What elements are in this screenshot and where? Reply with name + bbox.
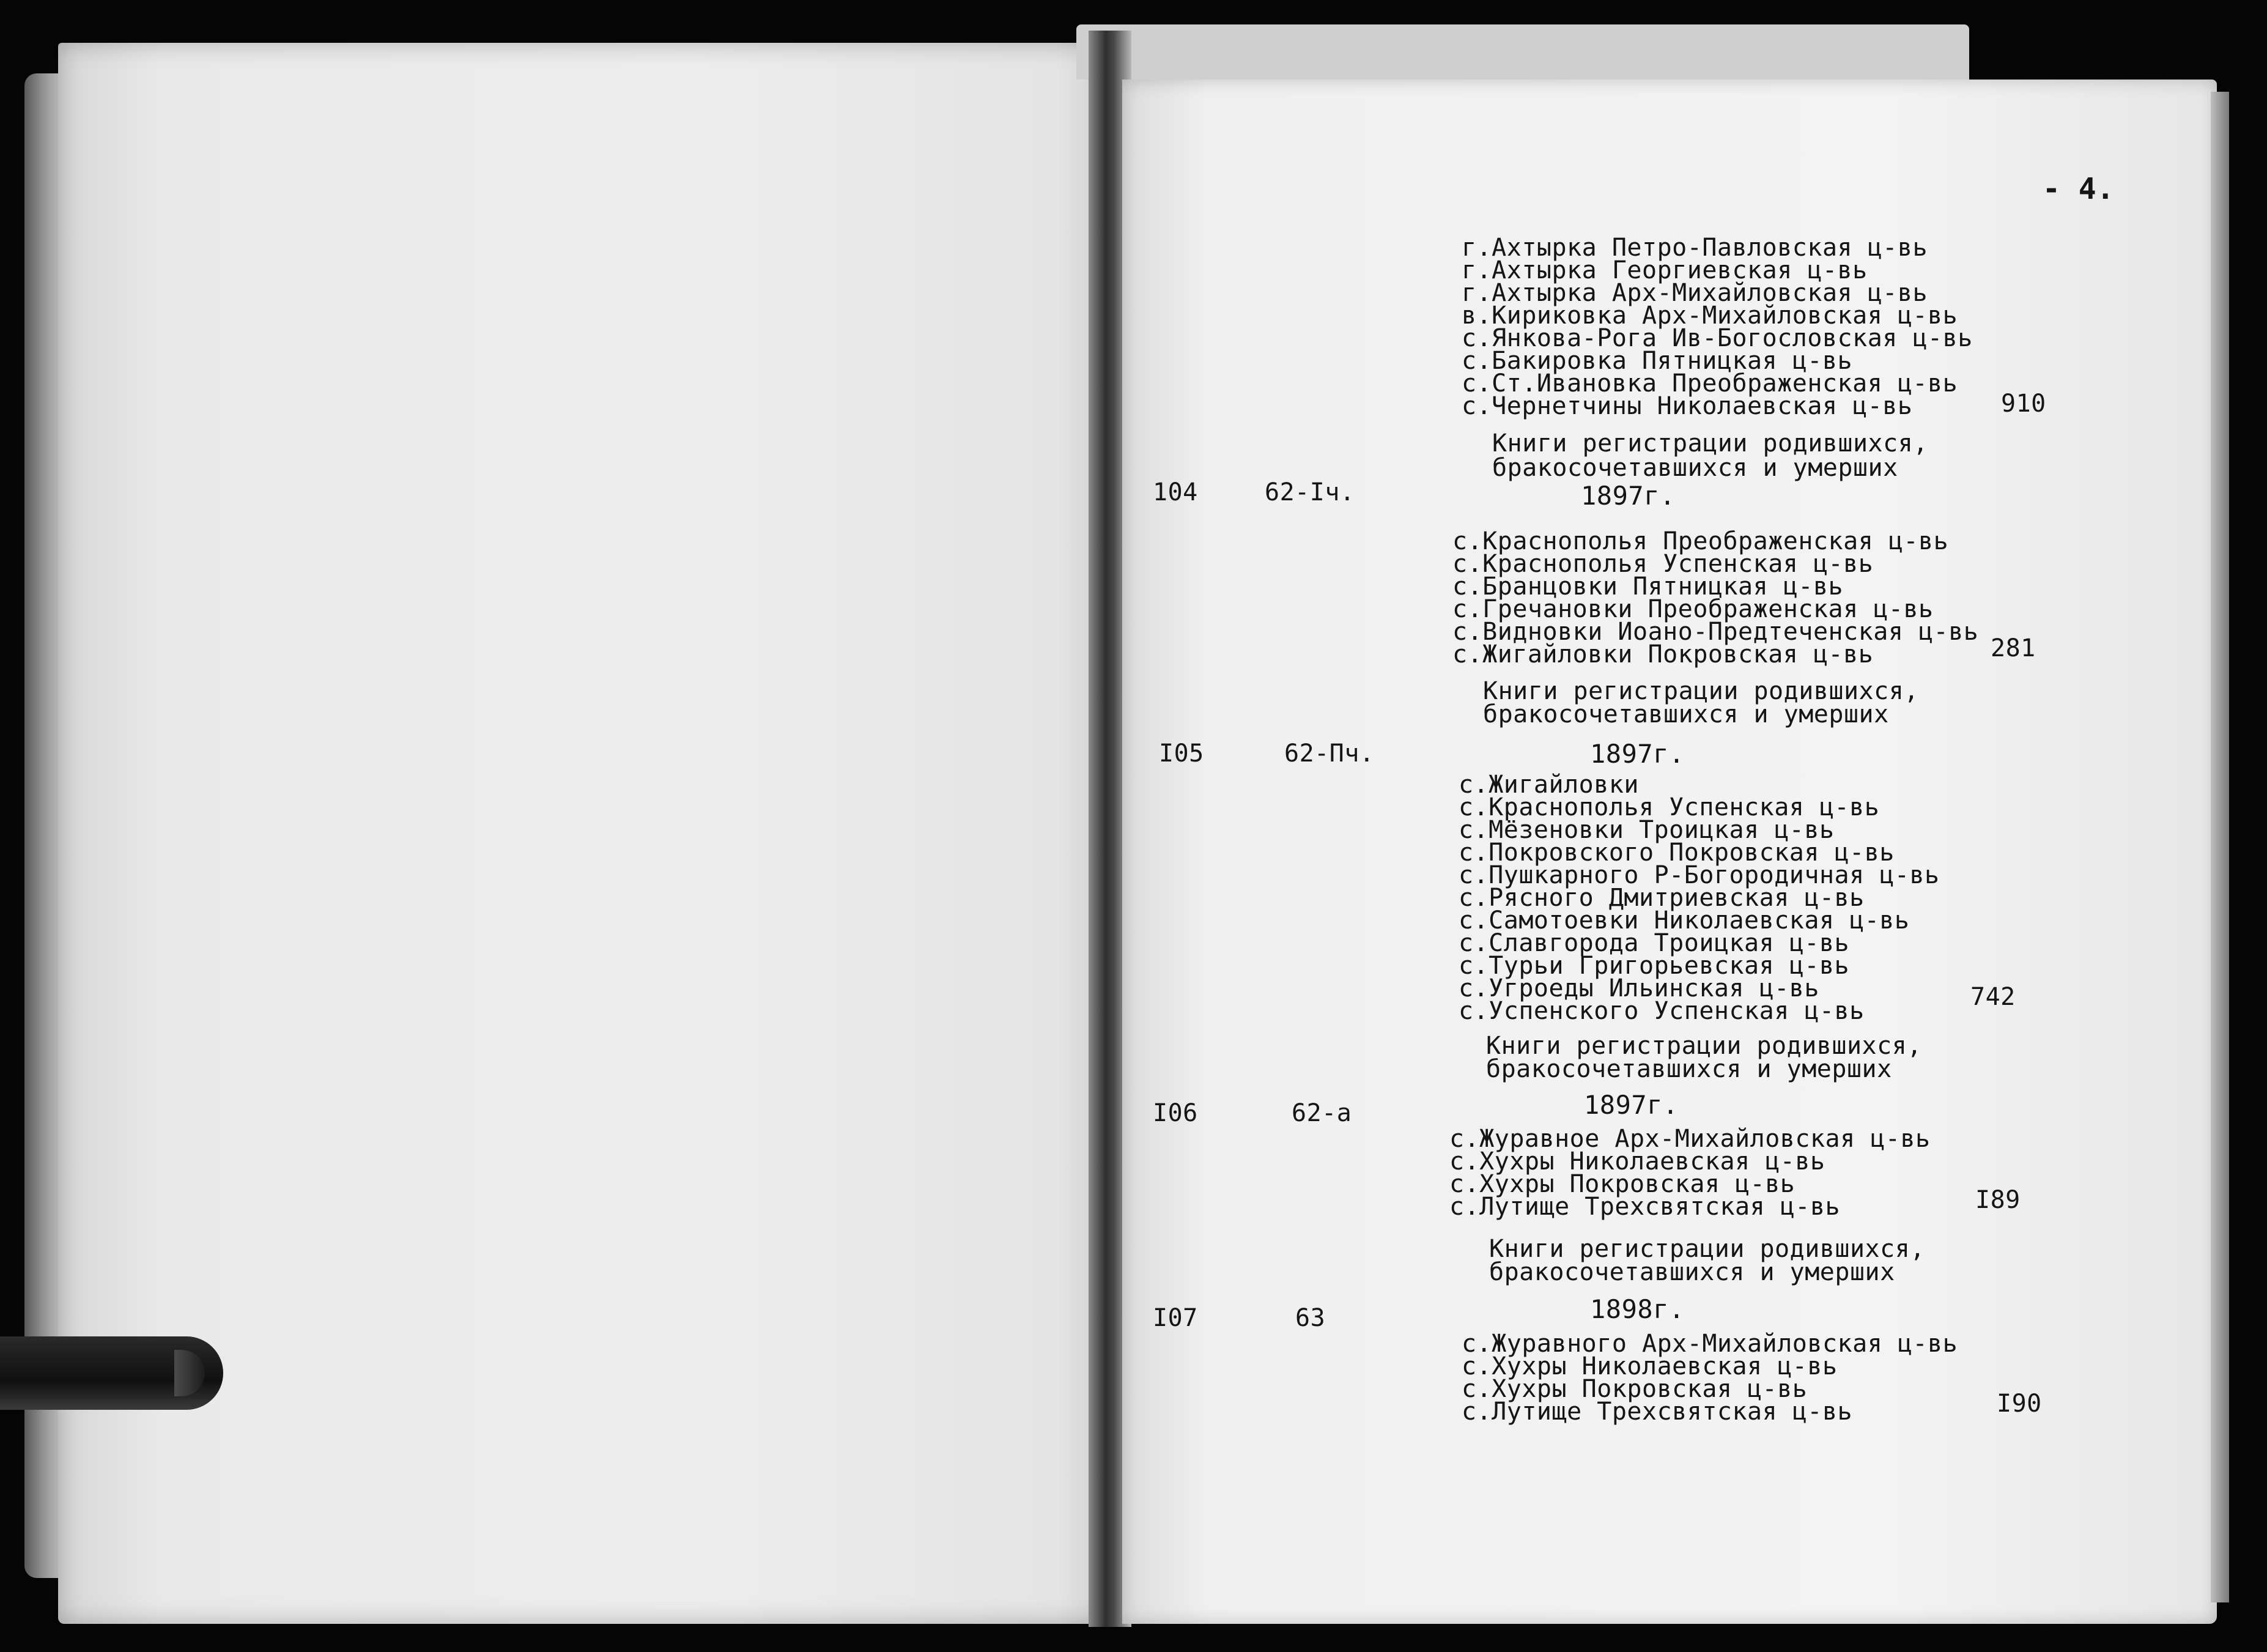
list-item: с.Жигайловки Покровская ц-вь bbox=[1452, 640, 1874, 669]
section-heading: бракосочетавшихся и умерших bbox=[1486, 1055, 1892, 1083]
fund-code: 63 bbox=[1295, 1304, 1326, 1332]
top-paper-strip bbox=[1076, 24, 1969, 80]
list-item: с.Краснополья Успенская ц-вь bbox=[1459, 793, 1880, 821]
section-heading: бракосочетавшихся и умерших bbox=[1492, 454, 1898, 482]
section-heading: Книги регистрации родившихся, bbox=[1486, 1032, 1922, 1060]
section-heading: Книги регистрации родившихся, bbox=[1489, 1235, 1925, 1263]
section-heading: бракосочетавшихся и умерших bbox=[1483, 700, 1889, 728]
list-item: с.Мёзеновки Троицкая ц-вь bbox=[1459, 816, 1835, 844]
right-page-stack bbox=[2211, 92, 2229, 1602]
section-heading: Книги регистрации родившихся, bbox=[1483, 677, 1919, 705]
list-item: с.Журавное Арх-Михайловская ц-вь bbox=[1449, 1125, 1931, 1153]
record-year: 1897г. bbox=[1581, 481, 1676, 511]
list-item: с.Славгорода Троицкая ц-вь bbox=[1459, 929, 1850, 957]
record-number: I05 bbox=[1159, 739, 1204, 768]
holding-finger bbox=[0, 1336, 223, 1410]
record-number: I07 bbox=[1153, 1304, 1198, 1332]
list-item: с.Видновки Иоано-Предтеченская ц-вь bbox=[1452, 618, 1979, 646]
record-year: 1897г. bbox=[1590, 739, 1685, 769]
list-item: с.Чернетчины Николаевская ц-вь bbox=[1462, 392, 1913, 420]
list-item: г.Ахтырка Петро-Павловская ц-вь bbox=[1462, 234, 1928, 262]
list-item: с.Успенского Успенская ц-вь bbox=[1459, 997, 1865, 1025]
sheet-count: 910 bbox=[2001, 390, 2046, 418]
list-item: с.Рясного Дмитриевская ц-вь bbox=[1459, 884, 1865, 912]
list-item: с.Хухры Николаевская ц-вь bbox=[1462, 1352, 1838, 1380]
section-heading: Книги регистрации родившихся, bbox=[1492, 429, 1928, 457]
list-item: с.Пушкарного Р-Богородичная ц-вь bbox=[1459, 861, 1940, 889]
list-item: в.Кириковка Арх-Михайловская ц-вь bbox=[1462, 302, 1958, 330]
list-item: с.Покровского Покровская ц-вь bbox=[1459, 839, 1895, 867]
sheet-count: I90 bbox=[1997, 1390, 2042, 1418]
list-item: с.Гречановки Преображенская ц-вь bbox=[1452, 595, 1934, 623]
list-item: с.Жигайловки bbox=[1459, 771, 1639, 799]
sheet-count: 742 bbox=[1970, 983, 2016, 1011]
list-item: с.Самотоевки Николаевская ц-вь bbox=[1459, 906, 1910, 935]
list-item: с.Журавного Арх-Михайловская ц-вь bbox=[1462, 1330, 1958, 1358]
record-number: 104 bbox=[1153, 478, 1198, 506]
fund-code: 62-Пч. bbox=[1284, 739, 1375, 768]
fund-code: 62-Iч. bbox=[1265, 478, 1355, 506]
list-item: с.Хухры Покровская ц-вь bbox=[1449, 1170, 1795, 1198]
list-item: с.Краснополья Успенская ц-вь bbox=[1452, 550, 1874, 578]
list-item: с.Ст.Ивановка Преображенская ц-вь bbox=[1462, 369, 1958, 398]
list-item: с.Хухры Покровская ц-вь bbox=[1462, 1375, 1808, 1403]
list-item: с.Краснополья Преображенская ц-вь bbox=[1452, 527, 1949, 555]
list-item: г.Ахтырка Георгиевская ц-вь bbox=[1462, 256, 1868, 284]
list-item: с.Хухры Николаевская ц-вь bbox=[1449, 1147, 1825, 1176]
page-number: - 4. bbox=[2043, 172, 2115, 206]
record-year: 1898г. bbox=[1590, 1294, 1685, 1324]
list-item: с.Бранцовки Пятницкая ц-вь bbox=[1452, 572, 1844, 601]
section-heading: бракосочетавшихся и умерших bbox=[1489, 1258, 1895, 1286]
list-item: с.Лутище Трехсвятская ц-вь bbox=[1449, 1193, 1841, 1221]
record-number: I06 bbox=[1153, 1099, 1198, 1127]
list-item: с.Угроеды Ильинская ц-вь bbox=[1459, 974, 1819, 1002]
fund-code: 62-а bbox=[1292, 1099, 1352, 1127]
list-item: с.Бакировка Пятницкая ц-вь bbox=[1462, 347, 1853, 375]
sheet-count: I89 bbox=[1975, 1186, 2021, 1214]
list-item: с.Янкова-Рога Ив-Богословская ц-вь bbox=[1462, 324, 1973, 352]
sheet-count: 281 bbox=[1991, 634, 2036, 662]
record-year: 1897г. bbox=[1584, 1090, 1679, 1120]
list-item: г.Ахтырка Арх-Михайловская ц-вь bbox=[1462, 279, 1928, 307]
list-item: с.Турьи Григорьевская ц-вь bbox=[1459, 952, 1850, 980]
list-item: с.Лутище Трехсвятская ц-вь bbox=[1462, 1398, 1853, 1426]
